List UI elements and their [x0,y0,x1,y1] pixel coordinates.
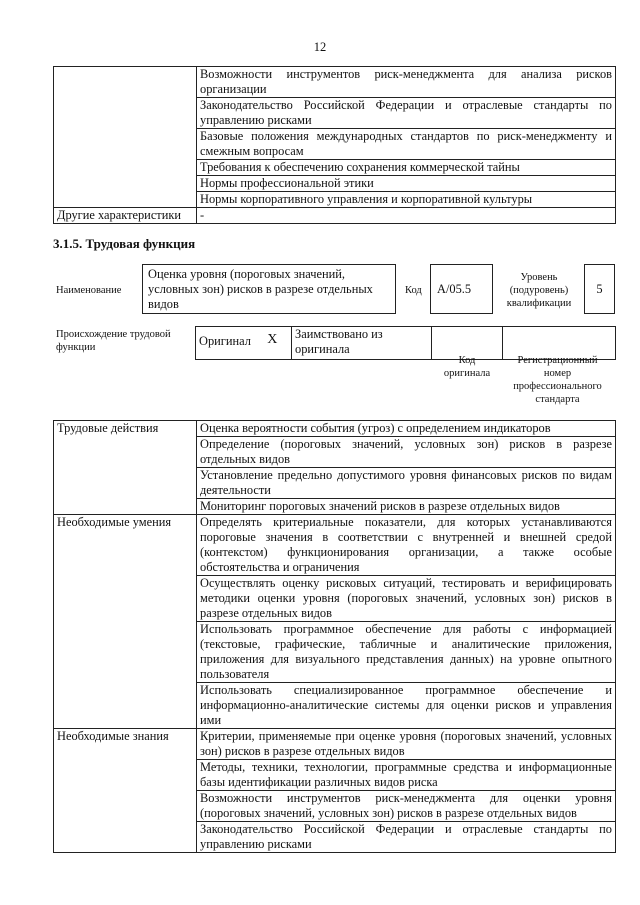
other-characteristics-value: - [197,208,616,224]
labour-actions-label: Трудовые действия [54,421,197,515]
table-row [54,729,616,760]
original-label: Оригинал [196,327,254,360]
empty-label-cell [54,67,197,208]
knowledge-item: Критерии, применяемые при оценке уровня (пороговых значений, условных зон) рисков в разрезе отдельных видов [197,729,616,760]
labour-action-item: Определение (пороговых значений, условных зон) рисков в разрезе отдельных видов [197,437,616,468]
skill-item: Использовать специализированное программное обеспечение и информационно-аналитические системы для оценки рисков и управления ими [197,683,616,729]
original-mark: X [254,327,292,360]
table-row [54,515,616,576]
knowledge-item: Методы, техники, технологии, программные средства и информационные базы идентификации различных видов риска [197,760,616,791]
labour-function-table [53,420,616,853]
knowledge-item: Законодательство Российской Федерации и отраслевые стандарты по управлению рисками [197,98,616,129]
knowledge-item: Возможности инструментов риск-менеджмента для анализа рисков организации [197,67,616,98]
labour-action-item: Установление предельно допустимого уровня финансовых рисков по видам деятельности [197,468,616,499]
skill-item: Определять критериальные показатели, для которых устанавливаются пороговые значения в соответствии с внутренней и внешней средой (контекстом) функционирования организации, а также особые обстоятельства и ограничения [197,515,616,576]
labour-action-item: Мониторинг пороговых значений рисков в разрезе отдельных видов [197,499,616,515]
knowledge-item: Возможности инструментов риск-менеджмента для оценки уровня (пороговых значений, условных зон) рисков в разрезе отдельных видов [197,791,616,822]
skill-item: Использовать программное обеспечение для работы с информацией (текстовые, графические, табличные и аналитические приложения, приложения для визуального представления данных) на уровне опытного пользователя [197,622,616,683]
knowledge-item: Требования к обеспечению сохранения коммерческой тайны [197,160,616,176]
top-characteristics-table [53,66,616,224]
qualification-level-label: Уровень (подуровень) квалификации [506,272,572,309]
labour-action-item: Оценка вероятности события (угроз) с определением индикаторов [197,421,616,437]
name-label: Наименование [56,285,122,296]
function-name-box [142,264,396,314]
knowledge-item: Базовые положения международных стандартов по риск-менеджменту и смежным вопросам [197,129,616,160]
required-knowledge-label: Необходимые знания [54,729,197,853]
qualification-level-value: 5 [596,282,603,296]
table-row [54,421,616,437]
code-label: Код [405,285,422,296]
function-code-value: А/05.5 [437,282,472,296]
function-code-box [430,264,493,314]
page-number: 12 [313,40,327,54]
knowledge-item: Законодательство Российской Федерации и отраслевые стандарты по управлению рисками [197,822,616,853]
registration-number-caption: Регистрационный номер профессионального стандарта [513,355,602,405]
table-row [54,67,616,98]
qualification-level-box [584,264,615,314]
table-row [54,208,616,224]
origin-label: Происхождение трудовой функции [56,329,171,353]
section-heading: 3.1.5. Трудовая функция [53,236,196,251]
other-characteristics-label: Другие характеристики [54,208,197,224]
knowledge-item: Нормы корпоративного управления и корпоративной культуры [197,192,616,208]
required-skills-label: Необходимые умения [54,515,197,729]
borrowed-label: Заимствовано из оригинала [292,327,432,360]
knowledge-item: Нормы профессиональной этики [197,176,616,192]
original-code-caption: Код оригинала [443,355,491,379]
skill-item: Осуществлять оценку рисковых ситуаций, тестировать и верифицировать методики оценки уровня (пороговых значений, условных зон) рисков в разрезе отдельных видов [197,576,616,622]
function-name-value: Оценка уровня (пороговых значений, условных зон) рисков в разрезе отдельных видов [148,267,373,311]
